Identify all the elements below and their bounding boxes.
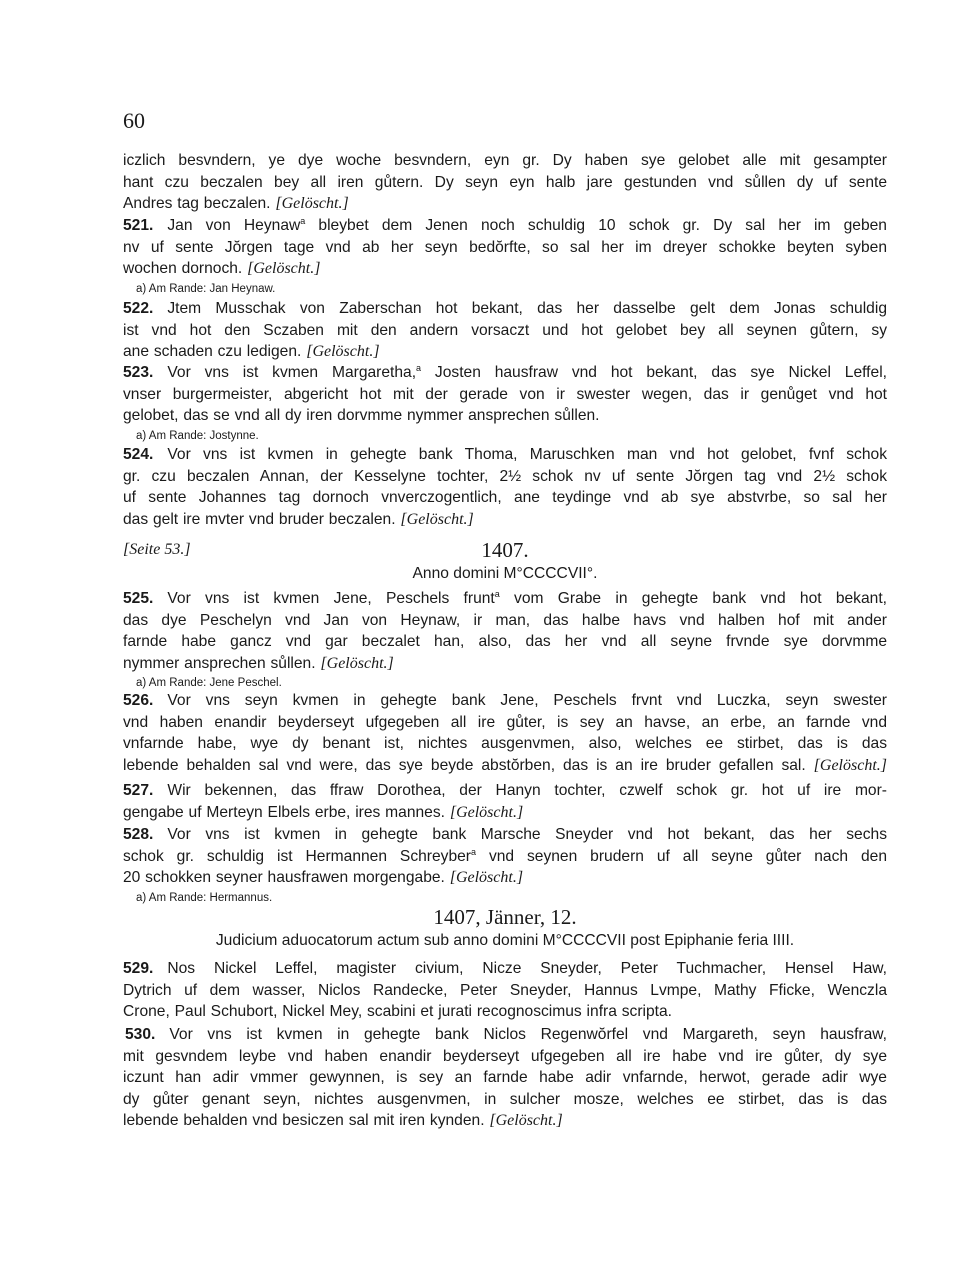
deleted-note: [Gelöscht.] — [320, 654, 394, 672]
footnote-ref: a — [471, 846, 477, 857]
text-line: 523. Vor vns ist kvmen Margaretha,$^a$ Josten hausfraw vnd hot bekant, das sye Nickel Leffel, — [123, 363, 887, 381]
entry-521 — [123, 215, 887, 297]
deleted-note: [Gelöscht.] — [275, 195, 349, 213]
text-line: 526. Vor vns seyn kvmen in gehegte bank Jene, Peschels frvnt vnd Luczka, seyn swester — [123, 692, 887, 709]
footnote: a) Am Rande: Jene Peschel. — [136, 677, 282, 690]
text-line: das gelt ire mvter vnd bruder beczalen. [Gelöscht.] — [123, 510, 474, 528]
text-line: schok gr. schuldig ist Hermannen Schreyber$^a$ vnd seynen brudern uf all seyne gůter nach den — [123, 846, 887, 865]
footnote: a) Am Rande: Hermannus. — [136, 891, 273, 904]
entry-525 — [123, 588, 887, 691]
text-line: gelobet, das se vnd all dy iren dorvmme nymmer ansprechen sůllen. — [123, 407, 600, 425]
deleted-note: [Gelöscht.] — [306, 343, 380, 361]
text-line: vnfarnde habe, wye dy benant ist, nichtes ausgenvmen, also, welches ee stirbet, das is das — [123, 735, 887, 753]
text-line: mit gesvndem leybe vnd haben enandir beyderseyt ufgegeben all ire habe vnd ire gůter, dy sye — [123, 1047, 887, 1065]
deleted-note: [Gelöscht.] — [489, 1112, 563, 1130]
text-line: 530. Vor vns ist kvmen in gehegte bank Niclos Regenwŏrfel vnd Margareth, seyn hausfraw, — [125, 1026, 887, 1043]
date-subheading: Judicium aduocatorum actum sub anno domini M°CCCCVII post Epiphanie feria IIII. — [215, 932, 795, 949]
entry-number: 526. — [123, 692, 154, 709]
date-heading-block — [123, 905, 887, 950]
entry-529 — [123, 958, 887, 1023]
text-line: gengabe uf Merteyn Elbels erbe, ires mannes. [Gelöscht.] — [123, 803, 524, 821]
text-line: uf sente Johannes tag dornoch vnverczogentlich, ane teydinge vnd ab sye abstvrbe, so sal her — [123, 489, 887, 507]
entry-528 — [123, 824, 887, 906]
text-line: 527. Wir bekennen, das ffraw Dorothea, der Hanyn tochter, czwelf schok gr. hot uf ire mor- — [123, 782, 887, 799]
page-marker: [Seite 53.] — [123, 541, 191, 558]
footnote: a) Am Rande: Jostynne. — [136, 429, 259, 442]
entry-number: 523. — [123, 364, 154, 381]
text-line: wochen dornoch. [Gelöscht.] — [123, 260, 321, 278]
entry-523 — [123, 362, 887, 444]
page-number: 60 — [123, 108, 145, 133]
year-heading: 1407. — [481, 538, 529, 562]
entry-number: 529. — [123, 960, 154, 977]
deleted-note: [Gelöscht.] — [400, 510, 474, 528]
text-line: Crone, Paul Schubort, Nickel Mey, scabini et jurati recognoscimus infra scripta. — [123, 1003, 672, 1021]
text-line: 529. Nos Nickel Leffel, magister civium, Nicze Sneyder, Peter Tuchmacher, Hensel Haw, — [123, 960, 887, 977]
text-line: 20 schokken seyner hausfrawen morgengabe. [Gelöscht.] — [123, 869, 524, 887]
text-line: 524. Vor vns ist kvmen in gehegte bank Thoma, Maruschken man vnd hot gelobet, fvnf schok — [123, 446, 887, 463]
text-line: 525. Vor vns ist kvmen Jene, Peschels frunt$^a$ vom Grabe in gehegte bank vnd hot bekant, — [123, 589, 887, 607]
entry-number: 521. — [123, 217, 154, 234]
text-line: lebende behalden sal vnd were, das sye beyde abstŏrben, das is an ire bruder gefallen sal. [Gelöscht.] — [123, 756, 887, 774]
text-line: Andres tag beczalen. [Gelöscht.] — [123, 195, 349, 213]
text-line: vnser burgermeister, abgericht hot mit der gerade von ir swester wegen, das ir genůget vnd hot — [123, 385, 887, 403]
text-line: farnde habe gancz vnd gar beczalet han, also, das her vnd all seyne frvnde sye dorvmme — [123, 633, 887, 651]
entry-number: 522. — [123, 300, 154, 317]
footnote-ref: a — [300, 216, 306, 226]
deleted-note: [Gelöscht.] — [813, 756, 887, 774]
deleted-note: [Gelöscht.] — [247, 260, 321, 278]
entry-527 — [123, 780, 887, 823]
text-line: hant czu beczalen bey all iren gůtern. Dy seyn eyn halb jare gestunden vnd sůllen dy uf sente — [123, 173, 887, 191]
entry-number: 530. — [125, 1026, 156, 1043]
footnote-ref: a — [494, 589, 500, 599]
text-line: 522. Jtem Musschak von Zaberschan hot bekant, das her dasselbe gelt dem Jonas schuldig — [123, 300, 887, 317]
entry-number: 527. — [123, 782, 154, 799]
text-line: Dytrich uf dem wasser, Niclos Randecke, Peter Sneyder, Hannus Lvmpe, Mathy Fficke, Wenczla — [123, 981, 887, 999]
entry-number: 528. — [123, 826, 154, 843]
entry-524 — [123, 444, 887, 530]
year-heading-block — [123, 538, 887, 583]
text-line: dy gůter genant seyn, nichtes ausgenvmen, in sulcher mosze, welches ee stirbet, das is das — [123, 1090, 887, 1108]
year-subheading: Anno domini M°CCCCVII°. — [412, 565, 598, 582]
footnote-ref: a — [416, 363, 422, 373]
entry-number: 524. — [123, 446, 154, 463]
entry-number: 525. — [123, 590, 154, 607]
text-line: nymmer ansprechen sůllen. [Gelöscht.] — [123, 654, 394, 672]
paragraph-continuation — [123, 150, 887, 215]
entry-526 — [123, 690, 887, 776]
text-line: vnd haben enandir beyderseyt ufgegeben all ire gůter, is sey an havse, an erbe, an farnde vnd — [123, 713, 887, 731]
deleted-note: [Gelöscht.] — [449, 803, 524, 821]
text-line: ist vnd hot den Sczaben mit den andern vorsaczt und hot gelobet bey all seynen gůtern, sy — [123, 321, 887, 339]
text-line: 521. Jan von Heynaw$^a$ bleybet dem Jenen noch schuldig 10 schok gr. Dy sal her im geben — [123, 216, 887, 234]
text-line: 528. Vor vns ist kvmen in gehegte bank Marsche Sneyder vnd hot bekant, das her sechs — [123, 826, 887, 843]
text-line: das dye Peschelyn vnd Jan von Heynaw, ir man, das halbe havs vnd halben hof mit ander — [123, 611, 887, 629]
text-line: nv uf sente Jŏrgen tage vnd ab her seyn bedŏrfte, so sal her im dreyer schokke beyten syben — [123, 238, 887, 256]
footnote: a) Am Rande: Jan Heynaw. — [136, 282, 276, 295]
entry-530 — [123, 1024, 887, 1132]
date-heading: 1407, Jänner, 12. — [433, 905, 577, 929]
text-line: gr. czu beczalen Annan, der Kesselyne tochter, 2½ schok nv uf sente Jŏrgen tag vnd 2½ schok — [123, 467, 887, 485]
deleted-note: [Gelöscht.] — [449, 869, 524, 887]
entry-522 — [123, 298, 887, 363]
text-line: iczlich besvndern, ye dye woche besvndern, eyn gr. Dy haben sye gelobet alle mit gesampter — [123, 152, 887, 169]
text-line: iczunt han adir vmmer gewynnen, is sey an farnde habe adir vnfarnde, herwot, gerade adir wye — [123, 1069, 887, 1087]
text-line: ane schaden czu ledigen. [Gelöscht.] — [123, 343, 380, 361]
text-line: lebende behalden vnd besiczen sal mit iren kynden. [Gelöscht.] — [123, 1112, 563, 1130]
